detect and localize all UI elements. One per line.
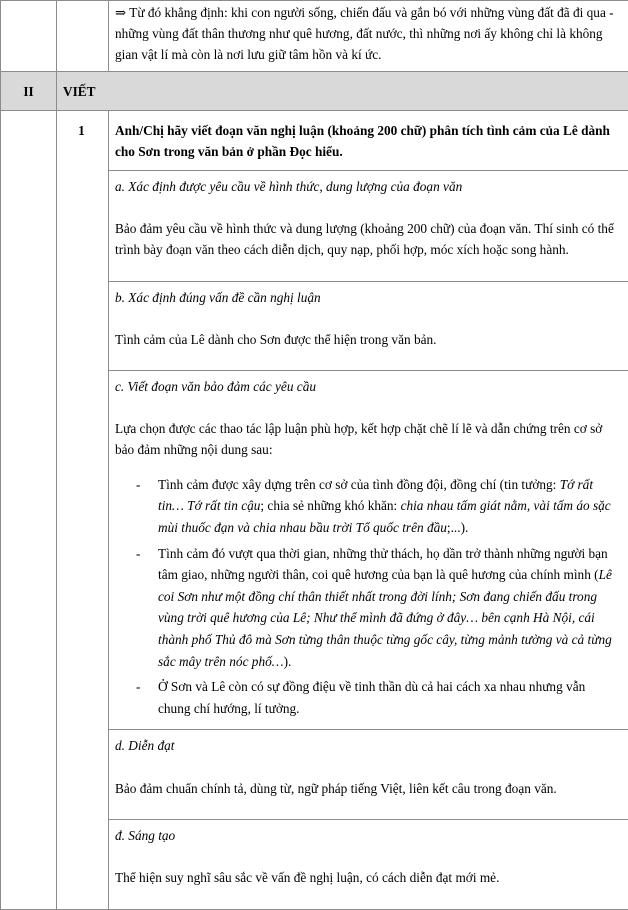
conclusion-cell xyxy=(109,1,628,72)
criterion-intro-c: Lựa chọn được các thao tác lập luận phù hợp, kết hợp chặt chẽ lí lẽ và dẫn chứng trên cơ sở bảo đảm những nội dung sau: xyxy=(115,418,620,460)
criterion-body-b: Tình cảm của Lê dành cho Sơn được thể hiện trong văn bản. xyxy=(115,329,620,350)
criterion-c-list xyxy=(115,474,620,720)
list-item: - Ở Sơn và Lê còn có sự đồng điệu về tinh thần dù cả hai cách xa nhau nhưng vẫn chung chí hướng, lí tưởng. xyxy=(115,676,620,719)
empty-cell xyxy=(1,111,57,910)
empty-cell xyxy=(57,1,109,72)
criterion-heading-d: d. Diễn đạt xyxy=(109,730,628,760)
conclusion-text: ⇒ Từ đó khẳng định: khi con người sống, chiến đấu và gắn bó với những vùng đất đã đi qua - những vùng đất thân thương như quê hương, đất nước, thì những nơi ấy không chỉ là không gian vật lí mà còn là nơi lưu giữ tâm hồn và kí ức. xyxy=(115,2,620,65)
section-title: VIẾT xyxy=(57,72,628,111)
question-number: 1 xyxy=(57,111,109,910)
continuation-row xyxy=(1,1,628,72)
criterion-heading-c: c. Viết đoạn văn bảo đảm các yêu cầu xyxy=(109,371,628,401)
list-item: - Tình cảm đó vượt qua thời gian, những thử thách, họ dần trở thành những người bạn tâm giao, những người thân, coi quê hương của bạn là quê hương của chính mình (Lê coi Sơn như một đồng chí thân thiết nhất trong đời lính; Sơn đang chiến đấu trong vùng trời quê hương của Lê; Như thể mình đã đứng ở đây… bên cạnh Hà Nội, cái thành phố Thủ đô mà Sơn từng thân thuộc từng gốc cây, từng mảnh tường và cả từng sắc mây trên nóc phố…). xyxy=(115,543,620,673)
section-number: II xyxy=(1,72,57,111)
criterion-heading-e: đ. Sáng tạo xyxy=(109,820,628,850)
criterion-body-d: Bảo đảm chuẩn chính tả, dùng từ, ngữ pháp tiếng Việt, liên kết câu trong đoạn văn. xyxy=(115,778,620,799)
criterion-heading-a: a. Xác định được yêu cầu về hình thức, dung lượng của đoạn văn xyxy=(109,171,628,201)
question-row xyxy=(1,111,628,171)
criterion-heading-b: b. Xác định đúng vấn đề cần nghị luận xyxy=(109,282,628,312)
list-item: - Tình cảm được xây dựng trên cơ sở của tình đồng đội, đồng chí (tin tưởng: Tớ rất tin… Tớ rất tin cậu; chia sẻ những khó khăn: chia nhau tấm giát nằm, vài tấm áo sặc mùi thuốc đạn và chia nhau bầu trời Tổ quốc trên đầu;...). xyxy=(115,474,620,539)
question-prompt-cell xyxy=(109,111,628,171)
empty-cell xyxy=(1,1,57,72)
criterion-body-a: Bảo đảm yêu cầu về hình thức và dung lượng (khoảng 200 chữ) của đoạn văn. Thí sinh có thể trình bày đoạn văn theo cách diễn dịch, quy nạp, phối hợp, móc xích hoặc song hành. xyxy=(115,218,620,260)
question-prompt: Anh/Chị hãy viết đoạn văn nghị luận (khoảng 200 chữ) phân tích tình cảm của Lê dành cho Sơn trong văn bản ở phần Đọc hiểu. xyxy=(115,120,620,162)
criterion-body-e: Thể hiện suy nghĩ sâu sắc về vấn đề nghị luận, có cách diễn đạt mới mẻ. xyxy=(115,867,620,888)
section-header-row xyxy=(1,72,628,111)
